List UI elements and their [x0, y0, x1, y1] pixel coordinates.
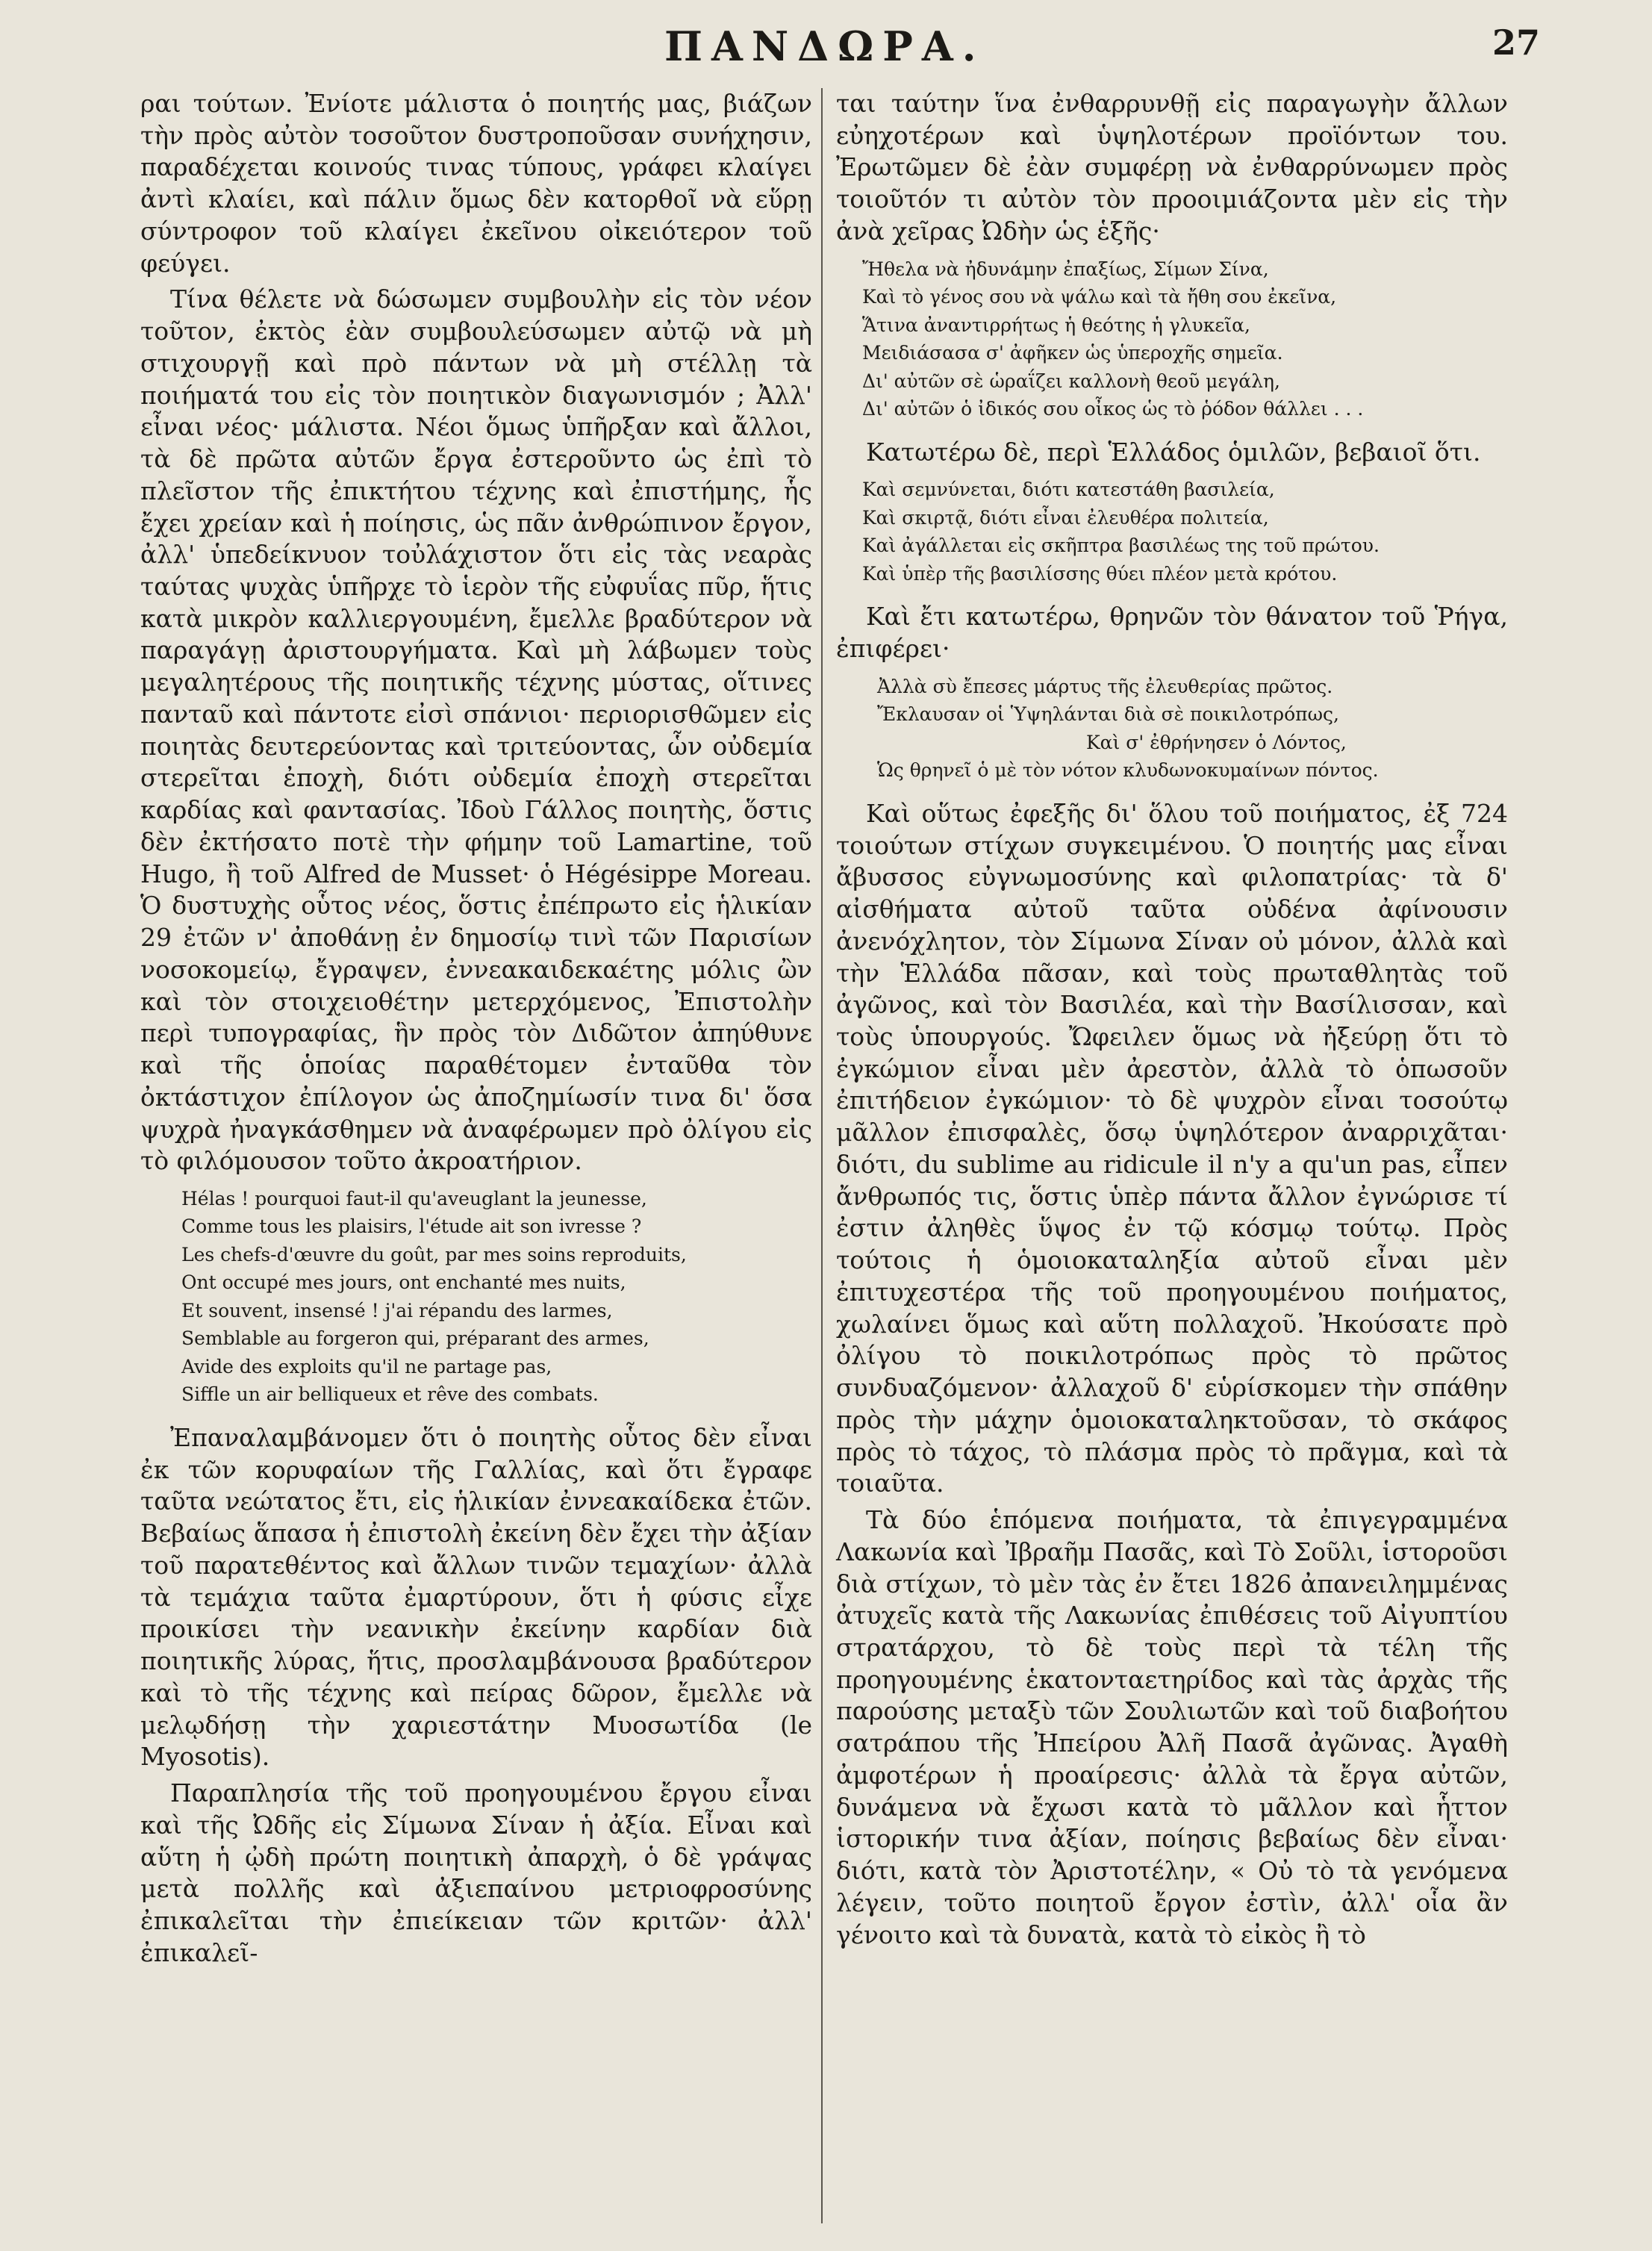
- verse-line: Καὶ σκιρτᾷ, διότι εἶναι ἐλευθέρα πολιτεία,: [862, 506, 1269, 529]
- right-paragraph-4: Καὶ οὕτως ἐφεξῆς δι' ὅλου τοῦ ποιήματος, ἐξ 724 τοιούτων στίχων συγκειμένου. Ὁ ποιητής μας εἶναι ἄβυσσος εὐγνωμοσύνης καὶ φιλοπατρίας· τὰ δ' αἰσθήματα αὐτοῦ ταῦτα οὐδένα ἀφίνουσιν ἀνενόχλητον, τὸν Σίμωνα Σίναν οὐ μόνον, ἀλλὰ καὶ τὴν Ἑλλάδα πᾶσαν, καὶ τοὺς πρωταθλητὰς τοῦ ἀγῶνος, καὶ τὸν Βασιλέα, καὶ τὴν Βασίλισσαν, καὶ τοὺς ὑπουργούς. Ὤφειλεν ὅμως νὰ ἠξεύρῃ ὅτι τὸ ἐγκώμιον εἶναι μὲν ἀρεστὸν, ἀλλὰ τὸ ὁπωσοῦν ἐπιτήδειον ἐγκώμιον· τὸ δὲ ψυχρὸν εἶναι τοσούτῳ μᾶλλον ἐπισφαλὲς, ὅσῳ ὑψηλότερον ἀναρριχᾶται· διότι, du sublime au ridicule il n'y a qu'un pas, εἶπεν ἄνθρωπός τις, ὅστις ὑπὲρ πάντα ἄλλον ἐγνώρισε τί ἐστιν ἀληθὲς ὕψος ἐν τῷ κόσμῳ τούτῳ. Πρὸς τούτοις ἡ ὁμοιοκαταληξία αὐτοῦ εἶναι μὲν ἐπιτυχεστέρα τῆς τοῦ προηγουμένου ποιήματος, χωλαίνει ὅμως καὶ αὕτη πολλαχοῦ. Ἠκούσατε πρὸ ὀλίγου τὸ ποικιλοτρόπως πρὸς τὸ πρῶτος συνδυαζόμενον· ἀλλαχοῦ δ' εὑρίσκομεν τὴν σπάθην πρὸς τὴν μάχην ὁμοιοκαταληκτοῦσαν, τὸ σκάφος πρὸς τὸ τάχος, τὸ πλάσμα πρὸς τὸ πρᾶγμα, καὶ τὰ τοιαῦτα.: [836, 798, 1508, 1498]
- right-paragraph-2: Κατωτέρω δὲ, περὶ Ἑλλάδος ὁμιλῶν, βεβαιοῖ ὅτι.: [866, 437, 1481, 467]
- left-column: [140, 88, 812, 1973]
- verse-line: Hélas ! pourquoi faut-il qu'aveuglant la jeunesse,: [181, 1187, 647, 1209]
- left-paragraph-1: ραι τούτων. Ἐνίοτε μάλιστα ὁ ποιητής μας, βιάζων τὴν πρὸς αὐτὸν τοσοῦτον δυστροποῦσαν συνήχησιν, παραδέχεται κοινούς τινας τύπους, γράφει κλαίγει ἀντὶ κλαίει, καὶ πάλιν ὅμως δὲν κατορθοῖ νὰ εὕρῃ σύντροφον τοῦ κλαίγει ἐκεῖνου οἰκειότερον τοῦ φεύγει.: [140, 89, 812, 278]
- verse-line: Καὶ σεμνύνεται, διότι κατεστάθη βασιλεία,: [862, 479, 1275, 501]
- verse-line: Καὶ ὑπὲρ τῆς βασιλίσσης θύει πλέον μετὰ κρότου.: [862, 562, 1338, 585]
- verse-line: Siffle un air belliqueux et rêve des combats.: [181, 1383, 599, 1406]
- column-divider: [821, 88, 823, 2223]
- verse-line: Δι' αὐτῶν σὲ ὡραΐζει καλλονὴ θεοῦ μεγάλη,: [862, 370, 1280, 392]
- verse-line: Et souvent, insensé ! j'ai répandu des larmes,: [181, 1299, 613, 1321]
- journal-title: ΠΑΝΔΩΡΑ.: [664, 22, 985, 70]
- right-column: [836, 88, 1508, 1955]
- left-paragraph-3: Ἐπαναλαμβάνομεν ὅτι ὁ ποιητὴς οὗτος δὲν εἶναι ἐκ τῶν κορυφαίων τῆς Γαλλίας, καὶ ὅτι ἔγραφε ταῦτα νεώτατος ἔτι, εἰς ἡλικίαν ἐννεακαίδεκα ἐτῶν. Βεβαίως ἅπασα ἡ ἐπιστολὴ ἐκείνη δὲν ἔχει τὴν ἀξίαν τοῦ παρατεθέντος καὶ ἄλλων τινῶν τεμαχίων· ἀλλὰ τὰ τεμάχια ταῦτα ἐμαρτύρουν, ὅτι ἡ φύσις εἶχε προικίσει τὴν νεανικὴν ἐκείνην καρδίαν διὰ ποιητικῆς λύρας, ἥτις, προσλαμβάνουσα βραδύτερον καὶ τὸ τῆς τέχνης καὶ πείρας δῶρον, ἔμελλε νὰ μελῳδήσῃ τὴν χαριεστάτην Μυοσωτίδα (le Myosotis).: [140, 1422, 812, 1772]
- verse-line: Ἤθελα νὰ ἠδυνάμην ἐπαξίως, Σίμων Σίνα,: [862, 258, 1269, 280]
- verse-line: Καὶ σ' ἐθρήνησεν ὁ Λόντος,: [1086, 731, 1347, 753]
- page-number: 27: [1492, 22, 1540, 63]
- greek-verse-quote-2: [862, 476, 1508, 588]
- verse-line: Μειδιάσασα σ' ἀφῆκεν ὡς ὑπεροχῆς σημεῖα.: [862, 342, 1283, 364]
- right-paragraph-1: ται ταύτην ἵνα ἐνθαρρυνθῇ εἰς παραγωγὴν ἄλλων εὐηχοτέρων καὶ ὑψηλοτέρων προϊόντων του. Ἐρωτῶμεν δὲ ἐὰν συμφέρῃ νὰ ἐνθαρρύνωμεν πρὸς τοιοῦτόν τι αὐτὸν τὸν προοιμιάζοντα μὲν εἰς τὴν ἀνὰ χεῖρας Ὠδὴν ὡς ἑξῆς·: [836, 89, 1508, 246]
- verse-line: Avide des exploits qu'il ne partage pas,: [181, 1355, 552, 1377]
- right-paragraph-5: Τὰ δύο ἑπόμενα ποιήματα, τὰ ἐπιγεγραμμένα Λακωνία καὶ Ἰβραῆμ Πασᾶς, καὶ Τὸ Σοῦλι, ἱστοροῦσι διὰ στίχων, τὸ μὲν τὰς ἐν ἔτει 1826 ἀπανειλημμένας ἀτυχεῖς κατὰ τῆς Λακωνίας ἐπιθέσεις τοῦ Αἰγυπτίου στρατάρχου, τὸ δὲ τοὺς περὶ τὰ τέλη τῆς προηγουμένης ἑκατονταετηρίδος καὶ τὰς ἀρχὰς τῆς παρούσης μεταξὺ τῶν Σουλιωτῶν καὶ τοῦ διαβοήτου σατράπου τῆς Ἠπείρου Ἀλῆ Πασᾶ ἀγῶνας. Ἀγαθὴ ἀμφοτέρων ἡ προαίρεσις· ἀλλὰ τὰ ἔργα αὐτῶν, δυνάμενα νὰ ἔχωσι κατὰ τὸ μᾶλλον καὶ ἧττον ἱστορικήν τινα ἀξίαν, ποίησις βεβαίως δὲν εἶναι· διότι, κατὰ τὸν Ἀριστοτέλην, « Οὐ τὸ τὰ γενόμενα λέγειν, τοῦτο ποιητοῦ ἔργον ἐστὶν, ἀλλ' οἷα ἂν γένοιτο καὶ τὰ δυνατὰ, κατὰ τὸ εἰκὸς ἢ τὸ: [836, 1505, 1508, 1949]
- greek-verse-quote-1: [862, 255, 1508, 423]
- verse-line: Δι' αὐτῶν ὁ ἰδικός σου οἶκος ὡς τὸ ῥόδον θάλλει . . .: [862, 398, 1364, 420]
- verse-line: Καὶ τὸ γένος σου νὰ ψάλω καὶ τὰ ἤθη σου ἐκεῖνα,: [862, 286, 1337, 308]
- verse-line: Ἅτινα ἀναντιρρήτως ἡ θεότης ἡ γλυκεῖα,: [862, 314, 1250, 336]
- verse-line: Les chefs-d'œuvre du goût, par mes soins reproduits,: [181, 1243, 687, 1265]
- verse-line: Semblable au forgeron qui, préparant des armes,: [181, 1327, 649, 1350]
- verse-line: Ὡς θρηνεῖ ὁ μὲ τὸν νότον κλυδωνοκυμαίνων πόντος.: [877, 759, 1379, 782]
- left-paragraph-4: Παραπλησία τῆς τοῦ προηγουμένου ἔργου εἶναι καὶ τῆς Ὠδῆς εἰς Σίμωνα Σίναν ἡ ἀξία. Εἶναι καὶ αὕτη ἡ ᾠδὴ πρώτη ποιητικὴ ἀπαρχὴ, ὁ δὲ γράψας μετὰ πολλῆς καὶ ἀξιεπαίνου μετριοφροσύνης ἐπικαλεῖται τὴν ἐπιείκειαν τῶν κριτῶν· ἀλλ' ἐπικαλεῖ-: [140, 1778, 812, 1967]
- french-verse-quote: [181, 1185, 812, 1409]
- greek-verse-quote-3: [862, 673, 1508, 785]
- verse-line: Καὶ ἀγάλλεται εἰς σκῆπτρα βασιλέως της τοῦ πρώτου.: [862, 535, 1380, 557]
- verse-line: Ἔκλαυσαν οἱ Ὑψηλάνται διὰ σὲ ποικιλοτρόπως,: [877, 703, 1339, 726]
- page-header: [0, 22, 1652, 82]
- left-paragraph-2: Τίνα θέλετε νὰ δώσωμεν συμβουλὴν εἰς τὸν νέον τοῦτον, ἐκτὸς ἐὰν συμβουλεύσωμεν αὐτῷ νὰ μὴ στιχουργῇ καὶ πρὸ πάντων νὰ μὴ στέλλῃ τὰ ποιήματά του εἰς τὸν ποιητικὸν διαγωνισμόν ; Ἀλλ' εἶναι νέος· μάλιστα. Νέοι ὅμως ὑπῆρξαν καὶ ἄλλοι, τὰ δὲ πρῶτα αὐτῶν ἔργα ἐστεροῦντο ὡς ἐπὶ τὸ πλεῖστον τῆς ἐπικτήτου τέχνης καὶ ἐπιστήμης, ἧς ἔχει χρείαν καὶ ἡ ποίησις, ὡς πᾶν ἀνθρώπινον ἔργον, ἀλλ' ὑπεδείκνυον τοὐλάχιστον ὅτι εἰς τὰς νεαρὰς ταύτας ψυχὰς ὑπῆρχε τὸ ἱερὸν τῆς εὐφυΐας πῦρ, ἥτις κατὰ μικρὸν καλλιεργουμένη, ἔμελλε βραδύτερον νὰ παραγάγῃ ἀριστουργήματα. Καὶ μὴ λάβωμεν τοὺς μεγαλητέρους τῆς ποιητικῆς τέχνης μύστας, οἵτινες πανταῦ καὶ πάντοτε εἰσὶ σπάνιοι· περιορισθῶμεν εἰς ποιητὰς δευτερεύοντας καὶ τριτεύοντας, ὧν οὐδεμία στερεῖται ἐποχὴ, διότι οὐδεμία ἐποχὴ στερεῖται καρδίας καὶ φαντασίας. Ἰδοὺ Γάλλος ποιητὴς, ὅστις δὲν ἐκτήσατο ποτὲ τὴν φήμην τοῦ Lamartine, τοῦ Hugo, ἢ τοῦ Alfred de Musset· ὁ Hégésippe Moreau. Ὁ δυστυχὴς οὗτος νέος, ὅστις ἐπέπρωτο εἰς ἡλικίαν 29 ἐτῶν ν' ἀποθάνῃ ἐν δημοσίῳ τινὶ τῶν Παρισίων νοσοκομείῳ, ἔγραψεν, ἐννεακαιδεκαέτης μόλις ὢν καὶ τὸν στοιχειοθέτην μετερχόμενος, Ἐπιστολὴν περὶ τυπογραφίας, ἣν πρὸς τὸν Διδῶτον ἀπηύθυνε καὶ τῆς ὁποίας παραθέτομεν ἐνταῦθα τὸν ὀκτάστιχον ἐπίλογον ὡς ἀποζημίωσίν τινα δι' ὅσα ψυχρὰ ἠναγκάσθημεν νὰ ἀναφέρωμεν πρὸ ὀλίγου εἰς τὸ φιλόμουσον τοῦτο ἀκροατήριον.: [140, 284, 812, 1176]
- right-paragraph-3: Καὶ ἔτι κατωτέρω, θρηνῶν τὸν θάνατον τοῦ Ῥήγα, ἐπιφέρει·: [836, 602, 1508, 664]
- verse-line: Comme tous les plaisirs, l'étude ait son ivresse ?: [181, 1215, 642, 1238]
- verse-line: Ont occupé mes jours, ont enchanté mes nuits,: [181, 1271, 626, 1294]
- verse-line: Ἀλλὰ σὺ ἔπεσες μάρτυς τῆς ἐλευθερίας πρῶτος.: [877, 675, 1333, 697]
